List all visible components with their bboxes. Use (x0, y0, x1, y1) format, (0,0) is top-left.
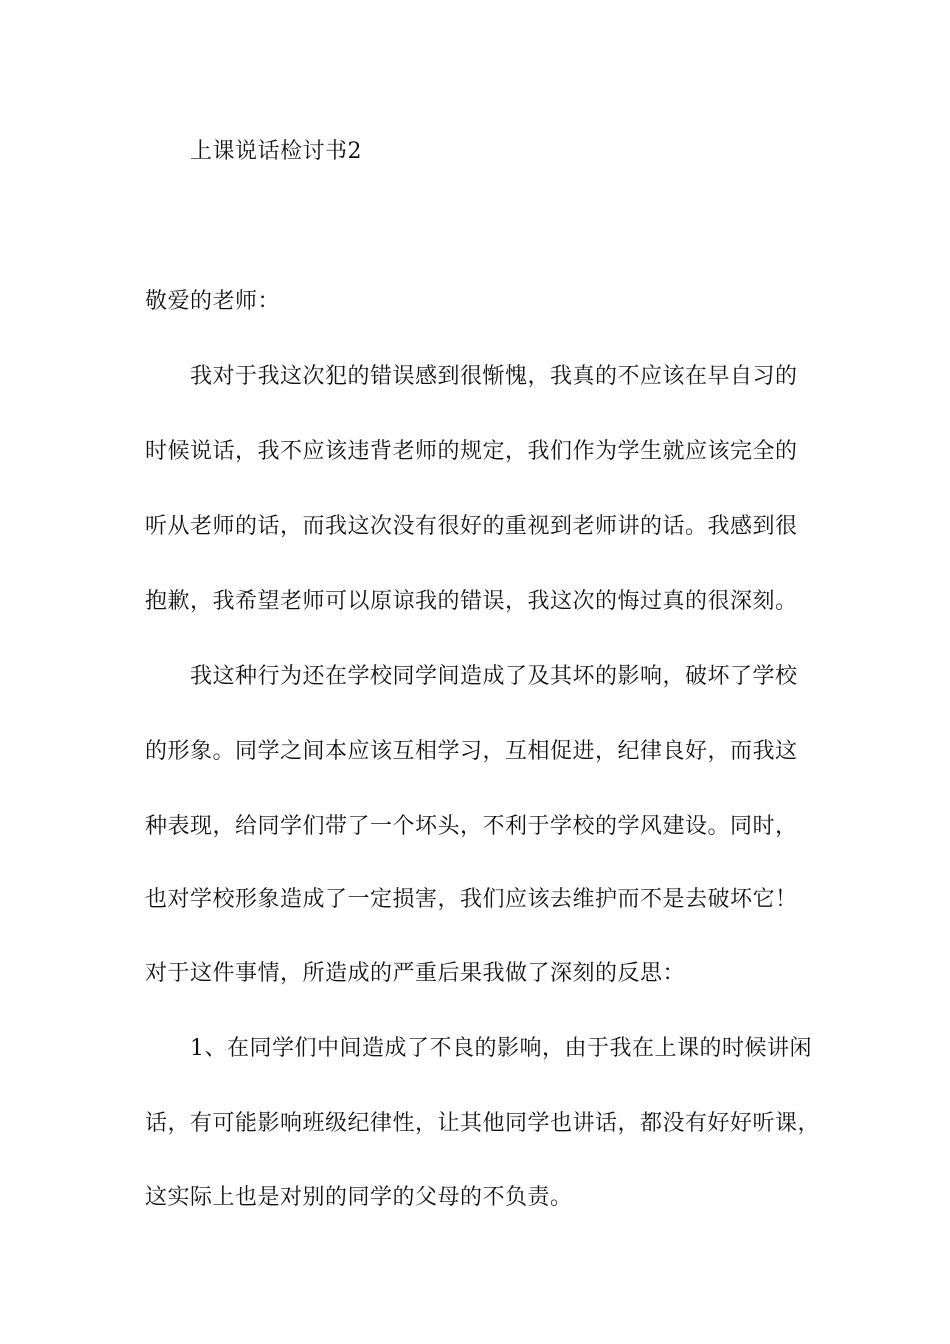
paragraph-line: 1、在同学们中间造成了不良的影响，由于我在上课的时候讲闲 (190, 1036, 812, 1061)
paragraph-line: 这实际上也是对别的同学的父母的不负责。 (145, 1185, 573, 1210)
paragraph-line: 话，有可能影响班级纪律性，让其他同学也讲话，都没有好好听课， (145, 1111, 821, 1136)
salutation: 敬爱的老师： (145, 289, 281, 314)
paragraph-line: 种表现，给同学们带了一个坏头，不利于学校的学风建设。同时， (145, 814, 798, 839)
document-title: 上课说话检讨书2 (190, 139, 362, 164)
paragraph-line: 时候说话，我不应该违背老师的规定，我们作为学生就应该完全的 (145, 439, 798, 464)
paragraph-line: 也对学校形象造成了一定损害，我们应该去维护而不是去破坏它！ (145, 887, 798, 912)
paragraph-line: 对于这件事情，所造成的严重后果我做了深刻的反思： (145, 961, 686, 986)
paragraph-line: 的形象。同学之间本应该互相学习，互相促进，纪律良好，而我这 (145, 739, 798, 764)
paragraph-line: 抱歉，我希望老师可以原谅我的错误，我这次的悔过真的很深刻。 (145, 589, 798, 614)
paragraph-line: 我对于我这次犯的错误感到很惭愧，我真的不应该在早自习的 (190, 364, 798, 389)
paragraph-line: 听从老师的话，而我这次没有很好的重视到老师讲的话。我感到很 (145, 514, 798, 539)
paragraph-line: 我这种行为还在学校同学间造成了及其坏的影响，破坏了学校 (190, 664, 798, 689)
